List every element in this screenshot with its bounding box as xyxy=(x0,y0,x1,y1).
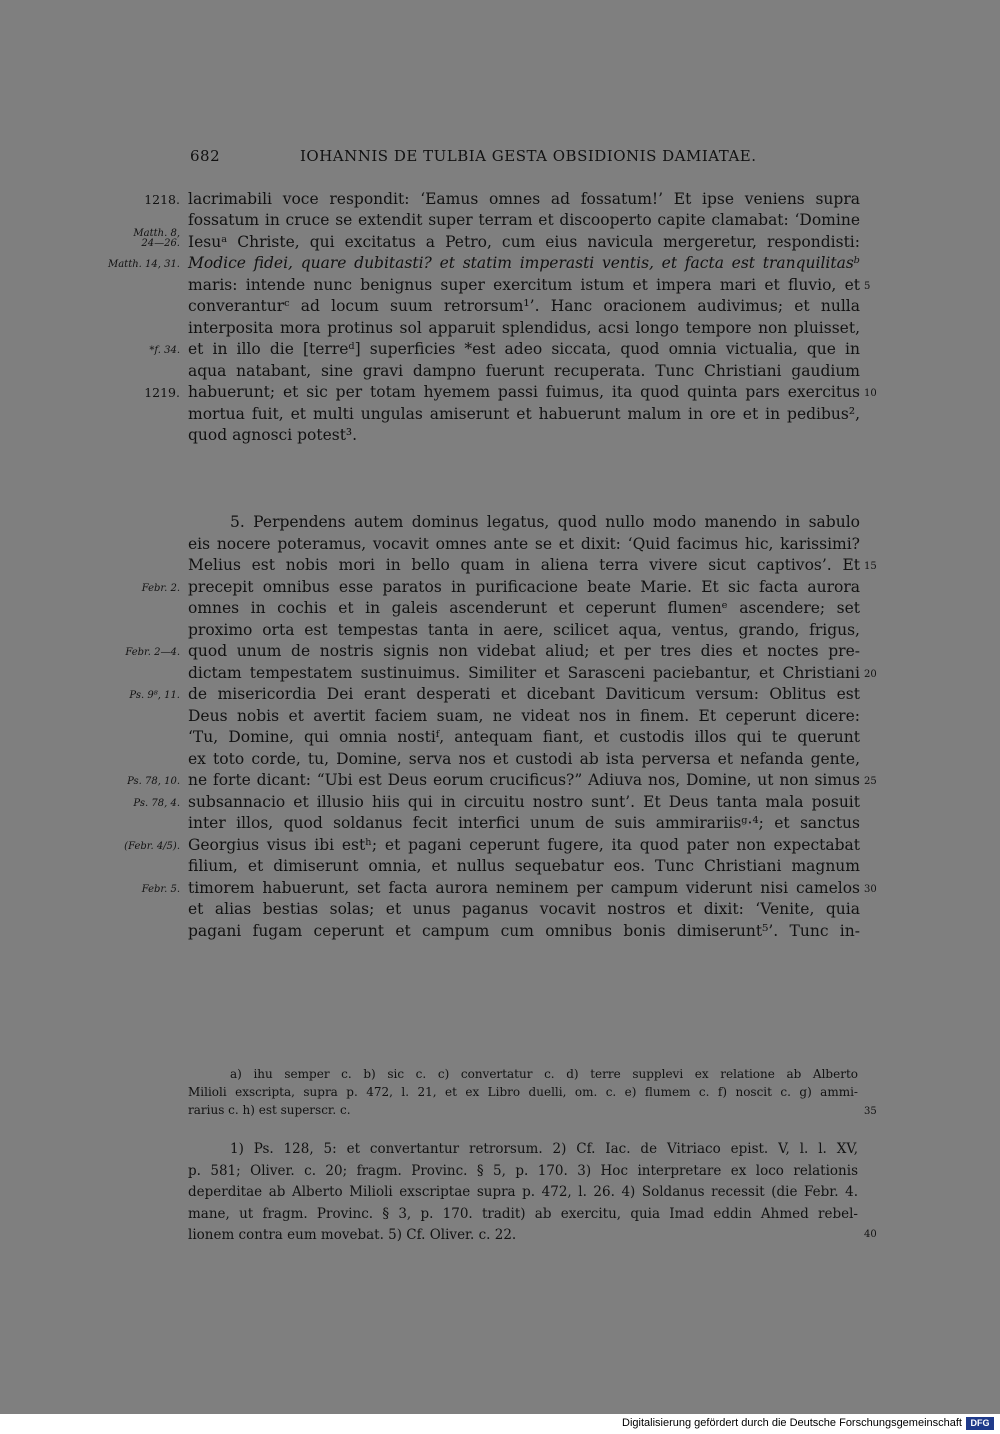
margin-reference: Matth. 14, 31. xyxy=(107,259,180,270)
body-line: precepit omnibus esse paratos in purificacione beate Marie. Et sic facta aurora xyxy=(188,578,860,596)
margin-reference: Febr. 5. xyxy=(141,884,180,895)
page-number: 682 xyxy=(190,147,221,165)
line-number: 10 xyxy=(864,388,877,399)
margin-reference: Ps. 9⁸, 11. xyxy=(129,690,180,701)
body-line: mortua fuit, et multi ungulas amiserunt et habuerunt malum in ore et in pedibus², xyxy=(188,405,860,423)
body-line: quod unum de nostris signis non videbat aliud; et per tres dies et noctes pre- xyxy=(188,642,860,660)
body-line: Modice fidei, quare dubitasti? et statim imperasti ventis, et facta est tranquilitasᵇ xyxy=(188,254,860,272)
body-line: proximo orta est tempestas tanta in aere, scilicet aqua, ventus, grando, frigus, xyxy=(188,621,860,639)
body-line: inter illos, quod soldanus fecit interfici unum de suis ammirariisᵍ·⁴; et sanctus xyxy=(188,814,860,832)
body-line: Iesuᵃ Christe, qui excitatus a Petro, cum eius navicula mergeretur, respondisti: xyxy=(188,233,860,251)
line-number: 20 xyxy=(864,669,877,680)
line-number: 35 xyxy=(864,1106,877,1117)
margin-year: 1219. xyxy=(144,385,180,400)
body-line: et in illo die [terreᵈ] superficies *est adeo siccata, quod omnia victualia, que in xyxy=(188,340,860,358)
footnote-line: mane, ut fragm. Provinc. § 3, p. 170. tradit) ab exercitu, quia Imad eddin Ahmed rebel- xyxy=(188,1206,858,1222)
funding-notice: Digitalisierung gefördert durch die Deutsche Forschungsgemeinschaft xyxy=(622,1417,962,1429)
dfg-logo: DFG xyxy=(966,1417,994,1430)
margin-reference: Matth. 8, 24—26. xyxy=(133,228,180,249)
footnote-line: lionem contra eum movebat. 5) Cf. Oliver. c. 22. xyxy=(188,1227,517,1243)
body-line: maris: intende nunc benignus super exercitum istum et impera mari et fluvio, et xyxy=(188,276,860,294)
body-line: Georgius visus ibi estʰ; et pagani ceperunt fugere, ita quod pater non expectabat xyxy=(188,836,860,854)
margin-reference: *f. 34. xyxy=(149,345,180,356)
body-line: timorem habuerunt, set facta aurora neminem per campum viderunt nisi camelos xyxy=(188,879,860,897)
line-number: 5 xyxy=(864,281,871,292)
body-line: subsannacio et illusio hiis qui in circuitu nostro sunt’. Et Deus tanta mala posuit xyxy=(188,793,860,811)
body-line: omnes in cochis et in galeis ascenderunt et ceperunt flumenᵉ ascendere; set xyxy=(188,599,860,617)
apparatus-line: Milioli exscripta, supra p. 472, l. 21, et ex Libro duelli, om. c. e) flumem c. f) noscit c. g) ammi- xyxy=(188,1085,858,1099)
margin-year: 1218. xyxy=(144,192,180,207)
body-line: interposita mora protinus sol apparuit splendidus, acsi longo tempore non pluisset, xyxy=(188,319,860,337)
body-line: et alias bestias solas; et unus paganus vocavit nostros et dixit: ‘Venite, quia xyxy=(188,900,860,918)
body-line: pagani fugam ceperunt et campum cum omnibus bonis dimiserunt⁵’. Tunc in- xyxy=(188,922,860,940)
body-line: fossatum in cruce se extendit super terram et discooperto capite clamabat: ‘Domine xyxy=(188,211,860,229)
body-line: eis nocere poteramus, vocavit omnes ante se et dixit: ‘Quid facimus hic, karissimi? xyxy=(188,535,860,553)
footnote-line: deperditae ab Alberto Milioli exscriptae supra p. 472, l. 26. 4) Soldanus recessit (die Febr. 4. xyxy=(188,1184,858,1200)
running-title: IOHANNIS DE TULBIA GESTA OBSIDIONIS DAMIATAE. xyxy=(300,147,757,165)
margin-reference: Ps. 78, 4. xyxy=(133,798,180,809)
body-line: filium, et dimiserunt omnia, et nullus sequebatur eos. Tunc Christiani magnum xyxy=(188,857,860,875)
margin-reference: Ps. 78, 10. xyxy=(127,776,180,787)
body-line: quod agnosci potest³. xyxy=(188,426,358,444)
body-line: aqua natabant, sine gravi dampno fuerunt recuperata. Tunc Christiani gaudium xyxy=(188,362,860,380)
line-number: 25 xyxy=(864,776,877,787)
margin-reference: Febr. 2—4. xyxy=(125,647,180,658)
margin-reference: Febr. 2. xyxy=(141,583,180,594)
body-line: de misericordia Dei erant desperati et dicebant Daviticum versum: Oblitus est xyxy=(188,685,860,703)
line-number: 40 xyxy=(864,1229,877,1240)
apparatus-line: a) ihu semper c. b) sic c. c) convertatur c. d) terre supplevi ex relatione ab Alberto xyxy=(230,1067,858,1081)
body-line: ne forte dicant: “Ubi est Deus eorum crucificus?” Adiuva nos, Domine, ut non simus xyxy=(188,771,860,789)
body-line: dictam tempestatem sustinuimus. Similiter et Sarasceni paciebantur, et Christiani xyxy=(188,664,860,682)
body-line: Deus nobis et avertit faciem suam, ne videat nos in finem. Et ceperunt dicere: xyxy=(188,707,860,725)
body-line: ex toto corde, tu, Domine, serva nos et custodi ab ista perversa et nefanda gente, xyxy=(188,750,860,768)
footnote-line: 1) Ps. 128, 5: et convertantur retrorsum. 2) Cf. Iac. de Vitriaco epist. V, l. l. XV, xyxy=(230,1141,858,1157)
apparatus-line: rarius c. h) est superscr. c. xyxy=(188,1103,351,1117)
margin-reference: (Febr. 4/5). xyxy=(124,841,180,852)
body-line: Melius est nobis mori in bello quam in aliena terra vivere sicut captivos’. Et xyxy=(188,556,860,574)
line-number: 15 xyxy=(864,561,877,572)
footnote-line: p. 581; Oliver. c. 20; fragm. Provinc. § 5, p. 170. 3) Hoc interpretare ex loco relationis xyxy=(188,1163,858,1179)
body-line: lacrimabili voce respondit: ‘Eamus omnes ad fossatum!’ Et ipse veniens supra xyxy=(188,190,860,208)
body-line: 5. Perpendens autem dominus legatus, quod nullo modo manendo in sabulo xyxy=(230,513,860,531)
body-line: converanturᶜ ad locum suum retrorsum¹’. Hanc oracionem audivimus; et nulla xyxy=(188,297,860,315)
line-number: 30 xyxy=(864,884,877,895)
body-line: ‘Tu, Domine, qui omnia nostiᶠ, antequam fiant, et custodis illos qui te querunt xyxy=(188,728,860,746)
footer-bar xyxy=(0,1414,1000,1434)
body-line: habuerunt; et sic per totam hyemem passi fuimus, ita quod quinta pars exercitus xyxy=(188,383,860,401)
